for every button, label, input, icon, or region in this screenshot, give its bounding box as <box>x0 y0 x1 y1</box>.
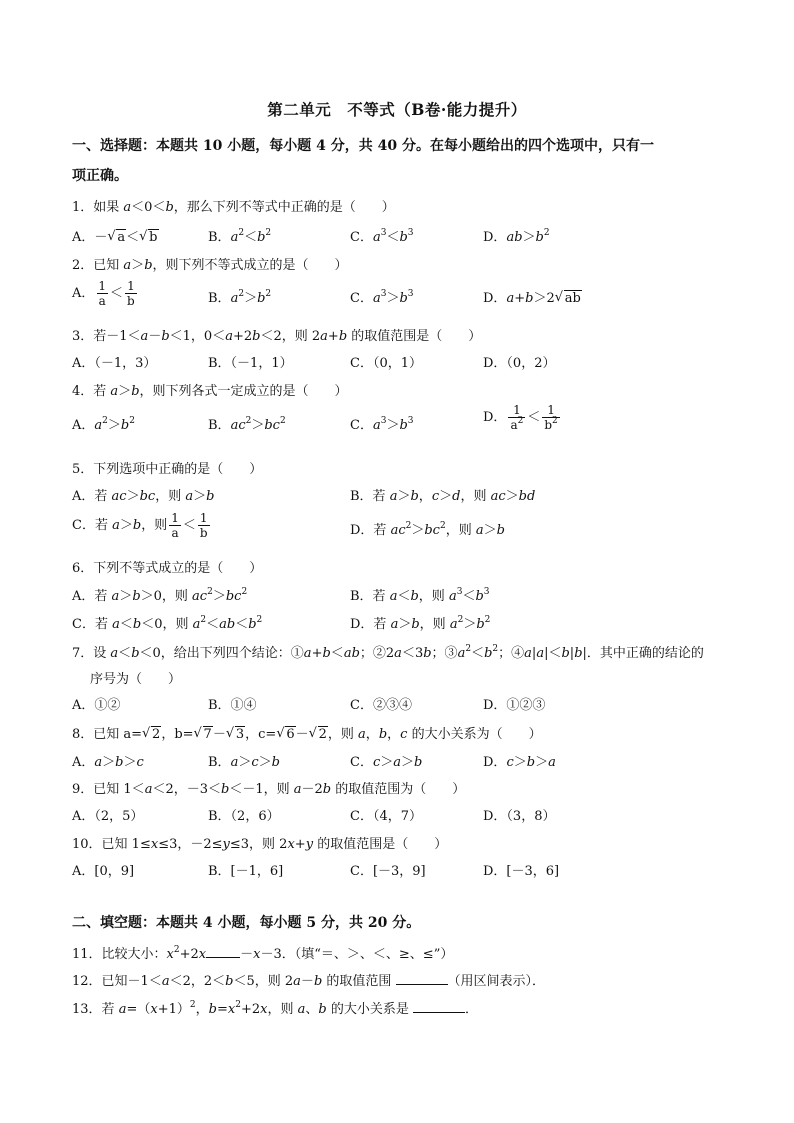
question-6-option-a: A．若 a＞b＞0，则 $ac^2>bc^2$ <box>72 587 248 604</box>
question-10-option-b: B．[－1，6] <box>208 864 284 879</box>
question-1-option-b: B．$a^2<b^2$ <box>208 228 272 245</box>
question-3-option-a: A．（－1，3） <box>72 356 157 371</box>
question-9-stem: 9．已知 1＜a＜2，－3＜b＜－1，则 a－2b 的取值范围为（ ） <box>72 782 466 797</box>
question-3-option-b: B．（－1，1） <box>208 356 293 371</box>
question-7-stem: 7．设 a＜b＜0，给出下列四个结论：①a+b＜ab；②2a＜3b；$③a^2<b^2$；④a|a|＜b|b|．其中正确的结论的 <box>72 644 704 661</box>
question-9-option-d: D．（3，8） <box>483 809 556 824</box>
question-7-option-c: C．②③④ <box>350 698 412 713</box>
question-8-stem: 8．已知 a=√ 2，b=√ 7－√ 3，c=√ 6－√ 2，则 a，b，c 的大小关系为（ ） <box>72 723 542 742</box>
page-title: 第二单元 不等式（B卷·能力提升） <box>267 100 527 119</box>
question-5-option-c: C．若 a＞b，则 $\frac{1}{a}$ ＜ $\frac{1}{b}$ <box>72 511 208 540</box>
question-9-option-b: B．（2，6） <box>208 809 280 824</box>
question-8-option-b: B．a＞c＞b <box>208 755 280 770</box>
section-1-header-cont: 项正确。 <box>72 168 128 184</box>
question-3-option-c: C．（0，1） <box>350 356 422 371</box>
question-4-option-d: D． $\frac{1}{a^2}$ ＜ $\frac{1}{b^2}$ <box>483 403 558 432</box>
question-5-stem: 5．下列选项中正确的是（ ） <box>72 462 263 477</box>
question-10-option-d: D．[－3，6] <box>483 864 560 879</box>
question-9-option-c: C．（4，7） <box>350 809 422 824</box>
question-1-option-a: A．－√ a＜√ b <box>72 226 159 245</box>
question-11-stem: 11．比较大小：$x^2+2x -x-3$．（填“＝、＞、＜、≥、≤”） <box>72 945 454 962</box>
question-5-option-d: D．若 $ac^2>bc^2$，则 a＞b <box>350 521 505 538</box>
section-2-header: 二、填空题：本题共 4 小题，每小题 5 分，共 20 分。 <box>72 915 421 931</box>
question-1-option-d: D．$ab>b^2$ <box>483 228 550 245</box>
question-4-option-c: C．$a^3>b^3$ <box>350 416 414 433</box>
question-2-option-c: C．$a^3>b^3$ <box>350 289 414 306</box>
answer-blank[interactable] <box>396 974 448 985</box>
question-4-option-a: A．$a^2>b^2$ <box>72 416 135 433</box>
question-10-option-c: C．[－3，9] <box>350 864 426 879</box>
question-5-option-b: B．若 a＞b，c＞d，则 ac＞bd <box>350 489 536 504</box>
question-13-stem: 13．若 $a=(x+1)^2$，$b=x^2+2x$，则 a、b 的大小关系是 ． <box>72 1000 478 1017</box>
question-4-stem: 4．若 a＞b，则下列各式一定成立的是（ ） <box>72 384 348 399</box>
question-5-option-a: A．若 ac＞bc，则 a＞b <box>72 489 215 504</box>
question-7-stem-cont: 序号为（ ） <box>90 672 182 687</box>
question-8-option-c: C．c＞a＞b <box>350 755 423 770</box>
question-12-stem: 12．已知－1＜a＜2，2＜b＜5，则 2a－b 的取值范围 （用区间表示）． <box>72 974 546 989</box>
question-6-option-d: D．若 a＞b，则 $a^2>b^2$ <box>350 615 491 632</box>
question-1-option-c: C．$a^3<b^3$ <box>350 228 414 245</box>
question-3-stem: 3．若－1＜a－b＜1，0＜a+2b＜2，则 2a+b 的取值范围是（ ） <box>72 329 482 344</box>
question-6-stem: 6．下列不等式成立的是（ ） <box>72 561 263 576</box>
question-2-option-a: A． $\frac{1}{a}$ ＜ $\frac{1}{b}$ <box>72 279 135 308</box>
question-8-option-a: A．a＞b＞c <box>72 755 144 770</box>
question-6-option-b: B．若 a＜b，则 $a^3<b^3$ <box>350 587 490 604</box>
question-10-stem: 10．已知 1≤x≤3，－2≤y≤3，则 2x+y 的取值范围是（ ） <box>72 837 448 852</box>
answer-blank[interactable] <box>413 1002 465 1013</box>
section-1-header: 一、选择题：本题共 10 小题，每小题 4 分，共 40 分。在每小题给出的四个选项中，只有一 <box>72 138 654 154</box>
question-7-option-b: B．①④ <box>208 698 257 713</box>
question-6-option-c: C．若 a＜b＜0，则 $a^2<ab<b^2$ <box>72 615 263 632</box>
question-10-option-a: A．[0，9] <box>72 864 135 879</box>
question-4-option-b: B．$ac^2>bc^2$ <box>208 416 286 433</box>
question-9-option-a: A．（2，5） <box>72 809 144 824</box>
question-8-option-d: D．c＞b＞a <box>483 755 556 770</box>
answer-blank[interactable] <box>206 947 240 958</box>
question-7-option-d: D．①②③ <box>483 698 546 713</box>
question-2-option-d: D．a+b＞2√ ab <box>483 287 582 306</box>
question-2-option-b: B．$a^2>b^2$ <box>208 289 272 306</box>
question-1-stem: 1．如果 a＜0＜b，那么下列不等式中正确的是（ ） <box>72 200 395 215</box>
question-7-option-a: A．①② <box>72 698 121 713</box>
question-2-stem: 2．已知 a＞b，则下列不等式成立的是（ ） <box>72 258 348 273</box>
question-3-option-d: D．（0，2） <box>483 356 556 371</box>
